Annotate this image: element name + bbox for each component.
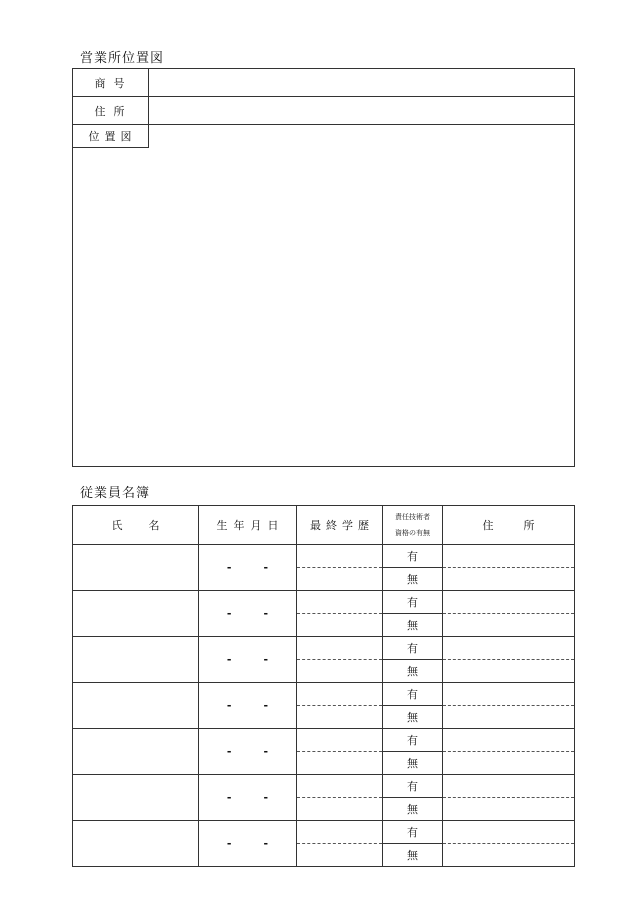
address-cell-upper[interactable] — [443, 683, 575, 706]
birthdate-cell[interactable] — [199, 637, 297, 683]
location-map-box — [72, 68, 575, 467]
qualification-yes[interactable]: 有 — [383, 775, 443, 798]
education-cell-lower[interactable] — [297, 752, 383, 775]
education-cell-lower[interactable] — [297, 660, 383, 683]
address-cell-upper[interactable] — [443, 637, 575, 660]
address-cell-lower[interactable] — [443, 798, 575, 821]
address-label: 住所 — [73, 97, 149, 124]
qualification-no[interactable]: 無 — [383, 568, 443, 591]
header-education: 最終学歴 — [297, 506, 383, 545]
address-cell-upper[interactable] — [443, 821, 575, 844]
header-name: 氏名 — [73, 506, 199, 545]
address-cell-upper[interactable] — [443, 591, 575, 614]
education-cell-upper[interactable] — [297, 637, 383, 660]
address-cell-lower[interactable] — [443, 568, 575, 591]
qualification-no[interactable]: 無 — [383, 706, 443, 729]
name-cell[interactable] — [73, 591, 199, 637]
table-row — [73, 683, 575, 706]
qualification-no[interactable]: 無 — [383, 844, 443, 867]
education-cell-upper[interactable] — [297, 591, 383, 614]
name-cell[interactable] — [73, 775, 199, 821]
name-cell[interactable] — [73, 637, 199, 683]
name-cell[interactable] — [73, 821, 199, 867]
table-row — [73, 637, 575, 660]
dob-dash: - — [263, 607, 269, 620]
table-row — [73, 591, 575, 614]
address-cell-lower[interactable] — [443, 706, 575, 729]
trade-name-row — [73, 69, 574, 97]
qualification-no[interactable]: 無 — [383, 660, 443, 683]
qualification-yes[interactable]: 有 — [383, 591, 443, 614]
employee-table-body — [73, 545, 575, 867]
header-qualification-line1: 責任技術者 — [395, 513, 430, 521]
address-cell-lower[interactable] — [443, 614, 575, 637]
qualification-yes[interactable]: 有 — [383, 729, 443, 752]
qualification-no[interactable]: 無 — [383, 614, 443, 637]
header-address: 住所 — [443, 506, 575, 545]
dob-dash: - — [226, 791, 232, 804]
name-cell[interactable] — [73, 545, 199, 591]
dob-dash: - — [226, 607, 232, 620]
header-birthdate: 生年月日 — [199, 506, 297, 545]
education-cell-lower[interactable] — [297, 798, 383, 821]
birthdate-cell[interactable] — [199, 545, 297, 591]
qualification-yes[interactable]: 有 — [383, 683, 443, 706]
map-label: 位置図 — [73, 125, 149, 148]
address-cell-lower[interactable] — [443, 844, 575, 867]
dob-dash: - — [263, 745, 269, 758]
dob-dash: - — [226, 699, 232, 712]
education-cell-upper[interactable] — [297, 545, 383, 568]
table-row — [73, 821, 575, 844]
table-row — [73, 775, 575, 798]
qualification-yes[interactable]: 有 — [383, 545, 443, 568]
dob-dash: - — [226, 561, 232, 574]
birthdate-cell[interactable] — [199, 729, 297, 775]
education-cell-upper[interactable] — [297, 821, 383, 844]
education-cell-lower[interactable] — [297, 706, 383, 729]
dob-dash: - — [226, 653, 232, 666]
birthdate-cell[interactable] — [199, 775, 297, 821]
address-cell-lower[interactable] — [443, 660, 575, 683]
education-cell-upper[interactable] — [297, 775, 383, 798]
qualification-no[interactable]: 無 — [383, 752, 443, 775]
qualification-no[interactable]: 無 — [383, 798, 443, 821]
employee-table — [72, 505, 575, 867]
address-cell-upper[interactable] — [443, 545, 575, 568]
dob-dash: - — [263, 561, 269, 574]
header-qualification-line2: 資格の有無 — [395, 529, 430, 537]
birthdate-cell[interactable] — [199, 591, 297, 637]
dob-dash: - — [226, 745, 232, 758]
table-row — [73, 545, 575, 568]
name-cell[interactable] — [73, 729, 199, 775]
dob-dash: - — [263, 653, 269, 666]
education-cell-upper[interactable] — [297, 729, 383, 752]
trade-name-label: 商号 — [73, 69, 149, 96]
education-cell-lower[interactable] — [297, 568, 383, 591]
birthdate-cell[interactable] — [199, 683, 297, 729]
education-cell-upper[interactable] — [297, 683, 383, 706]
header-qualification — [383, 506, 443, 545]
employee-table-header — [73, 506, 575, 545]
employee-list-title: 従業員名簿 — [80, 486, 151, 501]
dob-dash: - — [263, 837, 269, 850]
location-map-title: 営業所位置図 — [80, 51, 165, 66]
address-cell-upper[interactable] — [443, 729, 575, 752]
qualification-yes[interactable]: 有 — [383, 821, 443, 844]
dob-dash: - — [226, 837, 232, 850]
address-cell-lower[interactable] — [443, 752, 575, 775]
qualification-yes[interactable]: 有 — [383, 637, 443, 660]
education-cell-lower[interactable] — [297, 844, 383, 867]
name-cell[interactable] — [73, 683, 199, 729]
table-row — [73, 729, 575, 752]
address-cell-upper[interactable] — [443, 775, 575, 798]
education-cell-lower[interactable] — [297, 614, 383, 637]
address-row — [73, 97, 574, 125]
dob-dash: - — [263, 791, 269, 804]
dob-dash: - — [263, 699, 269, 712]
birthdate-cell[interactable] — [199, 821, 297, 867]
